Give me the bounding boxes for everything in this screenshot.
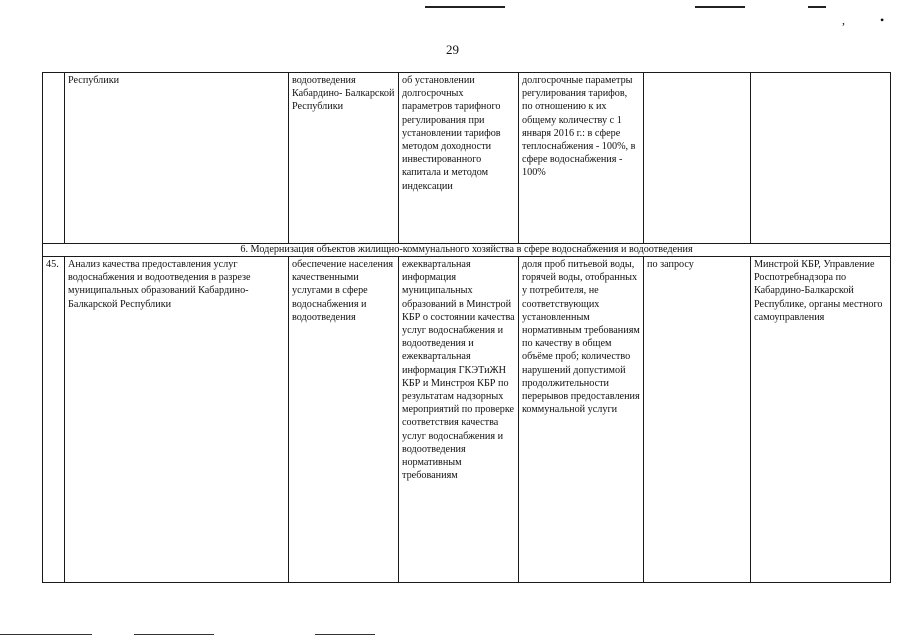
section-title: 6. Модернизация объектов жилищно-коммунального хозяйства в сфере водоснабжения и водоотведения: [43, 244, 891, 257]
top-scan-line-2: [695, 6, 745, 8]
section-header-row: [43, 244, 891, 257]
bottom-scan-line-2: [134, 634, 214, 635]
cell-num: 45.: [43, 257, 65, 583]
top-scan-line-1: [425, 6, 505, 8]
cell-period: по запросу: [644, 257, 751, 583]
cell-name: Анализ качества предоставления услуг водоснабжения и водоотведения в разрезе муниципальных образований Кабардино-Балкарской Республики: [65, 257, 289, 583]
table-row-45: [43, 257, 891, 583]
page-number: 29: [446, 42, 459, 57]
cell-indicator: долгосрочные параметры регулирования тарифов, по отношению к их общему количеству с 1 января 2016 г.: в сфере теплоснабжения - 100%, в сфере водоснабжения - 100%: [519, 73, 644, 244]
cell-source: об установлении долгосрочных параметров тарифного регулирования при установлении тарифов методом доходности инвестированного капитала и методом индексации: [399, 73, 519, 244]
cell-period: [644, 73, 751, 244]
bottom-scan-line-1: [0, 634, 92, 635]
scan-speck-1: ,: [842, 13, 845, 27]
cell-responsible: Минстрой КБР, Управление Роспотребнадзора по Кабардино-Балкарской Республике, органы местного самоуправления: [751, 257, 891, 583]
cell-indicator: доля проб питьевой воды, горячей воды, отобранных у потребителя, не соответствующих установленным нормативным требованиям по качеству в общем объёме проб; количество нарушений допустимой продолжительности перерывов предоставления коммунальной услуги: [519, 257, 644, 583]
cell-responsible: [751, 73, 891, 244]
bottom-scan-line-3: [315, 634, 375, 635]
top-scan-line-3: [808, 6, 826, 8]
table-row-continuation: [43, 73, 891, 244]
cell-num: [43, 73, 65, 244]
cell-goal: обеспечение населения качественными услугами в сфере водоснабжения и водоотведения: [289, 257, 399, 583]
scan-speck-2: •: [880, 13, 885, 27]
plan-table: [42, 72, 891, 583]
cell-source: ежеквартальная информация муниципальных образований в Минстрой КБР о состоянии качества услуг водоснабжения и водоотведения и ежеквартальная информация ГКЭТиЖН КБР и Минстроя КБР по результатам надзорных мероприятий по проверке соответствия качества услуг водоснабжения и водоотведения нормативным требованиям: [399, 257, 519, 583]
cell-goal: водоотведения Кабардино- Балкарской Республики: [289, 73, 399, 244]
cell-name: Республики: [65, 73, 289, 244]
